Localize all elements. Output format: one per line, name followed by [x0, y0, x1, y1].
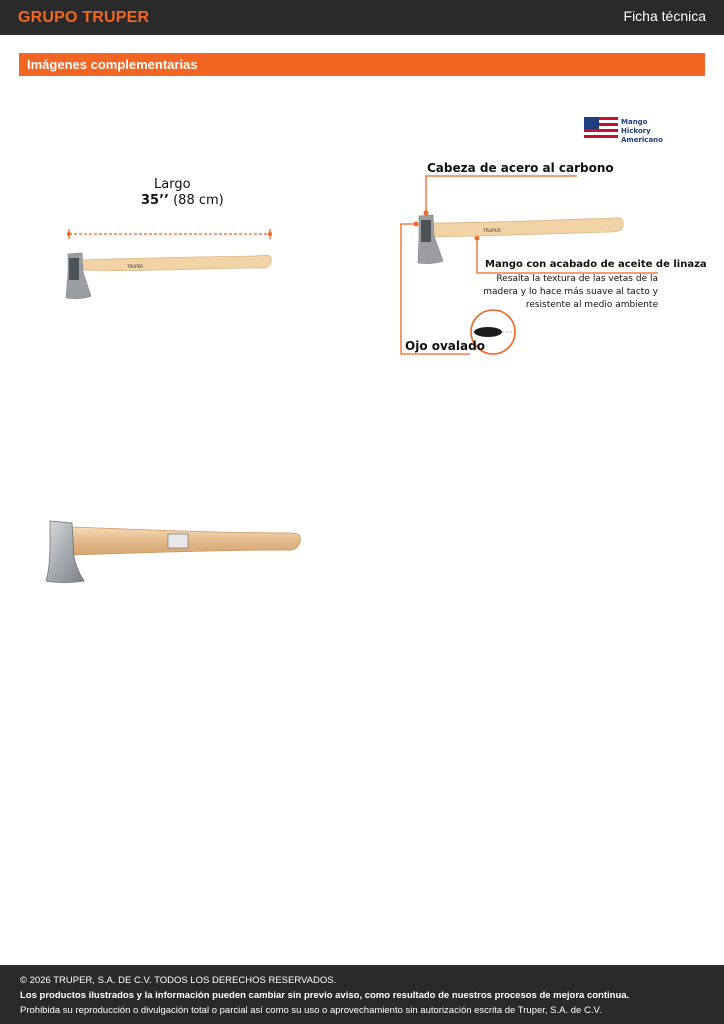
brand-logo: GRUPO TRUPER — [18, 9, 150, 26]
eye-callout-label: Ojo ovalado — [405, 339, 485, 353]
axe-photo — [40, 515, 310, 595]
hickory-badge-line3: Americano — [621, 136, 663, 144]
hickory-badge-line1: Mango — [621, 118, 648, 126]
copyright-text: © 2026 TRUPER, S.A. DE C.V. TODOS LOS DERECHOS RESERVADOS. — [20, 975, 337, 986]
length-value-cm: (88 cm) — [173, 193, 224, 208]
handle-description-line2: madera y lo hace más suave al tacto y — [483, 287, 658, 297]
head-callout-label: Cabeza de acero al carbono — [427, 161, 614, 175]
length-value-inches: 35’’ — [141, 193, 169, 208]
document-type-label: Ficha técnica — [623, 8, 706, 24]
handle-brand-text: TRUPER — [483, 229, 501, 234]
axe-side-view-illustration — [55, 172, 285, 307]
legal-text: Prohibida su reproducción o divulgación total o parcial así como su uso o aprovechamiento sin autorización escrita de Truper, S.A. de C.V. — [20, 1005, 602, 1016]
svg-text:TRUPER: TRUPER — [127, 264, 143, 269]
hickory-badge-line2: Hickory — [621, 127, 651, 135]
section-header — [19, 53, 705, 76]
notice-text: Los productos ilustrados y la información pueden cambiar sin previo aviso, como resultado de nuestros procesos de mejora continua. — [20, 990, 630, 1001]
features-figure — [398, 110, 707, 360]
handle-description-line3: resistente al medio ambiente — [525, 300, 658, 310]
top-header-bar — [0, 0, 724, 35]
section-title: Imágenes complementarias — [27, 57, 198, 72]
axe-callout-illustration — [398, 110, 668, 360]
length-label: Largo — [154, 177, 191, 192]
handle-description-line1: Resalta la textura de las vetas de la — [496, 274, 658, 284]
length-dimension-figure — [55, 172, 285, 307]
handle-callout-label: Mango con acabado de aceite de linaza — [485, 259, 707, 270]
footer — [0, 965, 724, 1024]
